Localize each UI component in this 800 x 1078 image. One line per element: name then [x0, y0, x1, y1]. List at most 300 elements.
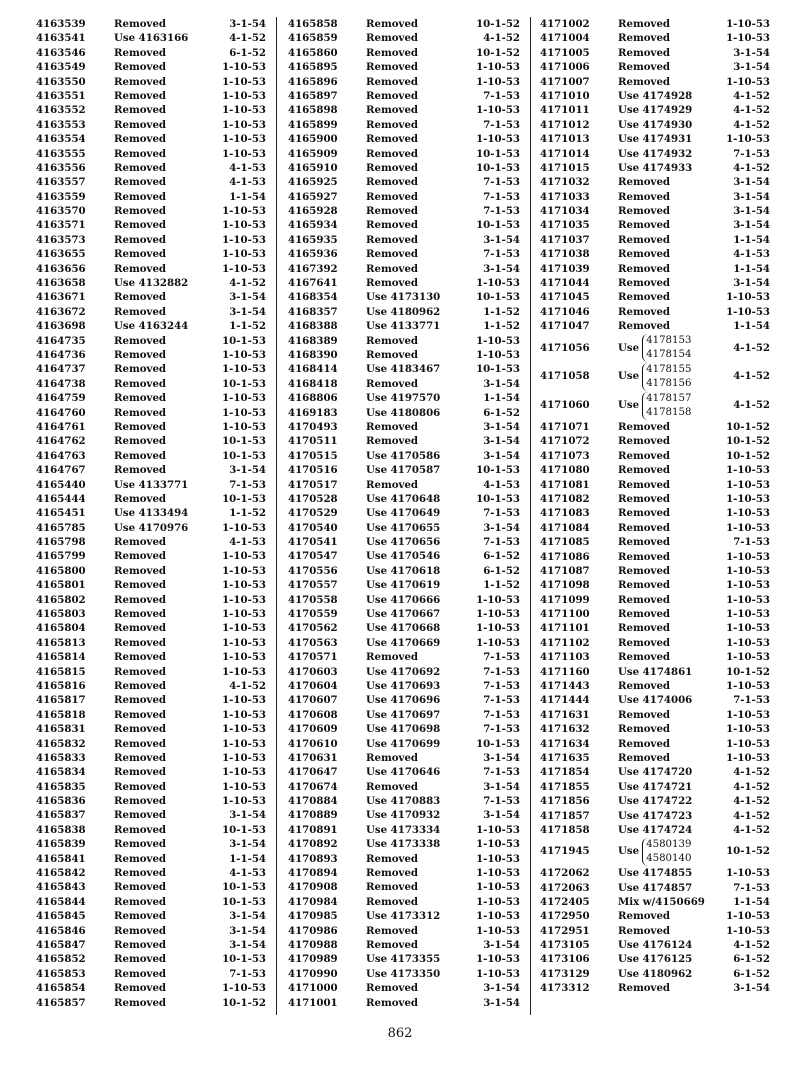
part-action: Removed [618, 579, 671, 592]
part-number: 4171033 [540, 190, 590, 203]
part-number: 4165910 [288, 161, 338, 174]
part-number: 4171015 [540, 161, 590, 174]
part-row [36, 535, 266, 549]
part-row [540, 751, 770, 765]
part-row [36, 737, 266, 751]
part-number: 4165839 [36, 838, 86, 851]
part-row [36, 175, 266, 189]
part-action: Use 4170618 [366, 564, 441, 577]
part-number: 4170547 [288, 550, 338, 563]
part-number: 4163571 [36, 219, 86, 232]
part-row [36, 924, 266, 938]
part-row [36, 794, 266, 808]
page-number: 862 [387, 1026, 413, 1041]
part-action: Removed [114, 852, 167, 865]
part-number: 4165801 [36, 579, 86, 592]
part-row [36, 218, 266, 232]
part-action: Use 4170883 [366, 795, 441, 808]
part-row [540, 147, 770, 161]
part-action: Use 4170655 [366, 521, 441, 534]
part-row [288, 132, 520, 146]
part-row [36, 478, 266, 492]
part-number: 4165898 [288, 104, 338, 117]
part-action: Removed [114, 536, 167, 549]
part-row [540, 305, 770, 319]
part-action: Removed [618, 46, 671, 59]
part-number: 4170529 [288, 507, 338, 520]
part-action: Removed [114, 363, 167, 376]
part-number: 4170607 [288, 694, 338, 707]
part-row [540, 118, 770, 132]
part-number: 4170562 [288, 622, 338, 635]
effective-date: 10-1-52 [476, 18, 520, 30]
part-row [36, 46, 266, 60]
effective-date: 1-10-53 [476, 953, 520, 966]
part-action: Removed [114, 665, 167, 678]
effective-date: 1-10-53 [476, 133, 520, 146]
part-number: 4171004 [540, 32, 590, 45]
part-row [36, 233, 266, 247]
effective-date: 1-10-53 [222, 233, 266, 246]
part-number: 4171084 [540, 521, 590, 534]
part-action: Removed [366, 46, 419, 59]
part-action: Use 4170693 [366, 679, 441, 692]
part-row [540, 794, 770, 808]
part-action: Removed [114, 449, 167, 462]
effective-date: 1-10-53 [222, 521, 266, 534]
part-row [540, 809, 770, 823]
part-number: 4163656 [36, 262, 86, 275]
part-number: 4165927 [288, 190, 338, 203]
part-number: 4164759 [36, 392, 86, 405]
part-number: 4163655 [36, 248, 86, 261]
part-number: 4165798 [36, 536, 86, 549]
effective-date: 10-1-52 [726, 435, 770, 448]
effective-date: 1-10-53 [726, 651, 770, 664]
effective-date: 4-1-52 [733, 89, 770, 102]
part-row [36, 996, 266, 1010]
part-action: Removed [114, 823, 167, 836]
part-number: 4172951 [540, 924, 590, 937]
use-label: Use [618, 399, 640, 412]
effective-date: 3-1-54 [229, 464, 266, 477]
part-action: Use 4174723 [618, 809, 693, 822]
part-action: Removed [618, 420, 671, 433]
part-row [288, 334, 520, 348]
part-action: Removed [618, 219, 671, 232]
effective-date: 1-10-53 [726, 723, 770, 736]
effective-date: 1-10-53 [726, 550, 770, 563]
part-row [36, 909, 266, 923]
part-number: 4165936 [288, 248, 338, 261]
part-action: Use 4133494 [114, 507, 189, 520]
part-row [36, 492, 266, 506]
effective-date: 1-10-53 [476, 636, 520, 649]
part-number: 4165843 [36, 881, 86, 894]
effective-date: 7-1-53 [733, 881, 770, 894]
part-number: 4170563 [288, 636, 338, 649]
part-action: Removed [618, 248, 671, 261]
effective-date: 4-1-52 [733, 118, 770, 131]
part-row [288, 103, 520, 117]
part-action: Use 4180962 [366, 305, 441, 318]
effective-date: 4-1-52 [733, 161, 770, 174]
part-action: Removed [618, 262, 671, 275]
part-action: Removed [114, 622, 167, 635]
part-action: Removed [366, 852, 419, 865]
part-row [36, 521, 266, 535]
part-number: 4171103 [540, 651, 590, 664]
part-action: Removed [618, 982, 671, 995]
part-row [540, 636, 770, 650]
effective-date: 3-1-54 [733, 205, 770, 218]
part-row [540, 290, 770, 304]
part-row [540, 578, 770, 592]
part-action: Removed [114, 910, 167, 923]
effective-date: 4-1-52 [733, 809, 770, 822]
part-number: 4165813 [36, 636, 86, 649]
part-number: 4170986 [288, 924, 338, 937]
part-action: Use 4133771 [366, 320, 441, 333]
effective-date: 1-10-53 [222, 420, 266, 433]
effective-date: 3-1-54 [229, 924, 266, 937]
part-number: 4171047 [540, 320, 590, 333]
part-number: 4165816 [36, 679, 86, 692]
part-row [36, 780, 266, 794]
part-row [36, 377, 266, 391]
part-number: 4171014 [540, 147, 590, 160]
effective-date: 1-10-53 [726, 492, 770, 505]
part-action: Removed [366, 924, 419, 937]
part-row [288, 607, 520, 621]
part-action: Removed [366, 377, 419, 390]
part-row [36, 823, 266, 837]
part-row [288, 31, 520, 45]
part-number: 4165860 [288, 46, 338, 59]
part-action: Removed [366, 939, 419, 951]
part-action: Use 4173130 [366, 291, 441, 304]
part-row [288, 262, 520, 276]
part-action: Removed [114, 564, 167, 577]
effective-date: 10-1-53 [476, 363, 520, 376]
part-action: Removed [366, 133, 419, 146]
part-action: Removed [618, 449, 671, 462]
replacement-part-number: 4178156 [646, 377, 692, 389]
effective-date: 1-10-53 [476, 967, 520, 980]
part-number: 4171058 [540, 370, 590, 383]
effective-date: 1-10-53 [726, 579, 770, 592]
effective-date: 3-1-54 [483, 449, 520, 462]
part-action: Removed [618, 32, 671, 45]
part-row [36, 895, 266, 909]
part-row [540, 607, 770, 621]
part-row [36, 406, 266, 420]
part-row [540, 837, 770, 866]
part-row [288, 693, 520, 707]
part-row [288, 924, 520, 938]
part-number: 4167641 [288, 277, 338, 290]
effective-date: 4-1-52 [733, 795, 770, 808]
effective-date: 7-1-53 [483, 89, 520, 102]
part-number: 4165934 [288, 219, 338, 232]
part-number: 4171857 [540, 809, 590, 822]
part-action: Removed [618, 277, 671, 290]
part-action: Use 4180962 [618, 967, 693, 980]
effective-date: 1-10-53 [726, 32, 770, 45]
part-number: 4165899 [288, 118, 338, 131]
part-row [36, 866, 266, 880]
part-row [288, 880, 520, 894]
part-row [36, 938, 266, 952]
part-number: 4163556 [36, 161, 86, 174]
effective-date: 1-10-53 [726, 291, 770, 304]
part-number: 4168418 [288, 377, 338, 390]
part-number: 4163698 [36, 320, 86, 333]
part-action: Removed [114, 406, 167, 419]
part-number: 4164761 [36, 420, 86, 433]
brace-list [642, 363, 691, 391]
part-action: Use 4174721 [618, 780, 693, 793]
effective-date: 1-10-53 [476, 608, 520, 621]
part-row [540, 708, 770, 722]
part-number: 4170540 [288, 521, 338, 534]
part-number: 4163573 [36, 233, 86, 246]
part-action: Removed [618, 18, 671, 30]
part-row [36, 60, 266, 74]
part-row [36, 204, 266, 218]
effective-date: 10-1-53 [476, 464, 520, 477]
effective-date: 1-10-53 [726, 507, 770, 520]
effective-date: 1-10-53 [222, 118, 266, 131]
effective-date: 10-1-53 [476, 291, 520, 304]
part-number: 4172062 [540, 867, 590, 880]
part-row [540, 780, 770, 794]
part-number: 4164763 [36, 449, 86, 462]
effective-date: 1-10-53 [222, 104, 266, 117]
part-row [288, 938, 520, 952]
part-number: 4173105 [540, 939, 590, 952]
part-action: Removed [114, 953, 167, 966]
part-number: 4164738 [36, 377, 86, 390]
part-action [618, 391, 691, 420]
part-number: 4165895 [288, 61, 338, 74]
part-action: Use 4174933 [618, 161, 693, 174]
part-action: Removed [366, 89, 419, 102]
part-row [288, 75, 520, 89]
part-number: 4165846 [36, 924, 86, 937]
part-number: 4171006 [540, 61, 590, 74]
part-number: 4170892 [288, 838, 338, 851]
part-number: 4164760 [36, 406, 86, 419]
part-action: Removed [114, 392, 167, 405]
part-row [36, 751, 266, 765]
part-number: 4170674 [288, 780, 338, 793]
effective-date: 3-1-54 [483, 996, 520, 1009]
part-row [36, 362, 266, 376]
part-action: Use 4174929 [618, 104, 693, 117]
part-action: Use 4163166 [114, 32, 189, 45]
replacement-part-number: 4178153 [646, 334, 692, 346]
part-action: Removed [618, 651, 671, 664]
part-number: 4170610 [288, 737, 338, 750]
part-row [540, 593, 770, 607]
part-row [36, 434, 266, 448]
part-action: Removed [114, 967, 167, 980]
effective-date: 1-10-53 [726, 305, 770, 318]
part-action: Use 4174857 [618, 881, 693, 894]
effective-date: 1-10-53 [726, 464, 770, 477]
part-action: Removed [114, 205, 167, 218]
part-action: Removed [366, 895, 419, 908]
part-number: 4164737 [36, 363, 86, 376]
effective-date: 3-1-54 [229, 838, 266, 851]
part-action: Removed [618, 190, 671, 203]
part-action: Removed [114, 435, 167, 448]
part-number: 4172405 [540, 895, 590, 908]
part-action: Removed [366, 18, 419, 30]
effective-date: 1-1-52 [229, 320, 266, 333]
part-action: Removed [114, 420, 167, 433]
effective-date: 1-10-53 [726, 593, 770, 606]
part-row [288, 794, 520, 808]
part-action: Removed [618, 305, 671, 318]
effective-date: 1-10-53 [222, 75, 266, 88]
part-row [288, 276, 520, 290]
part-row [540, 506, 770, 520]
effective-date: 6-1-52 [483, 406, 520, 419]
part-action: Removed [114, 766, 167, 779]
effective-date: 3-1-54 [733, 46, 770, 59]
part-number: 4171039 [540, 262, 590, 275]
part-action: Use 4174932 [618, 147, 693, 160]
effective-date: 1-10-53 [222, 147, 266, 160]
effective-date: 7-1-53 [483, 665, 520, 678]
part-action: Removed [114, 46, 167, 59]
part-action: Removed [114, 348, 167, 361]
replacement-part-number: 4178157 [646, 392, 692, 404]
part-number: 4171081 [540, 478, 590, 491]
part-number: 4163570 [36, 205, 86, 218]
part-number: 4171032 [540, 176, 590, 189]
part-number: 4171099 [540, 593, 590, 606]
effective-date: 1-10-53 [726, 924, 770, 937]
effective-date: 10-1-52 [726, 420, 770, 433]
part-action: Removed [366, 104, 419, 117]
part-action: Removed [114, 233, 167, 246]
effective-date: 1-10-53 [476, 910, 520, 923]
part-row [540, 434, 770, 448]
part-action: Removed [114, 104, 167, 117]
effective-date: 3-1-54 [483, 521, 520, 534]
part-action: Use 4176124 [618, 939, 693, 952]
effective-date: 6-1-52 [733, 953, 770, 966]
part-number: 4170517 [288, 478, 338, 491]
part-number: 4165444 [36, 492, 86, 505]
part-number: 4171045 [540, 291, 590, 304]
part-row [36, 31, 266, 45]
part-row [288, 204, 520, 218]
part-row [36, 665, 266, 679]
part-row [288, 147, 520, 161]
part-number: 4171855 [540, 780, 590, 793]
part-number: 4170515 [288, 449, 338, 462]
part-number: 4165802 [36, 593, 86, 606]
part-number: 4170608 [288, 708, 338, 721]
part-action: Removed [114, 809, 167, 822]
part-row [36, 679, 266, 693]
effective-date: 3-1-54 [483, 233, 520, 246]
part-number: 4165818 [36, 708, 86, 721]
part-action: Removed [618, 205, 671, 218]
part-action: Removed [366, 147, 419, 160]
effective-date: 4-1-53 [229, 536, 266, 549]
effective-date: 1-10-53 [726, 910, 770, 923]
part-action: Removed [618, 737, 671, 750]
part-number: 4165837 [36, 809, 86, 822]
effective-date: 1-10-53 [222, 550, 266, 563]
part-number: 4171945 [540, 845, 590, 858]
part-row [288, 996, 520, 1010]
part-number: 4171012 [540, 118, 590, 131]
part-action: Removed [366, 780, 419, 793]
part-number: 4164736 [36, 348, 86, 361]
part-action: Removed [366, 867, 419, 880]
effective-date: 6-1-52 [733, 967, 770, 980]
part-row [288, 679, 520, 693]
part-number: 4171631 [540, 708, 590, 721]
part-number: 4171073 [540, 449, 590, 462]
part-action: Removed [366, 248, 419, 261]
part-number: 4165909 [288, 147, 338, 160]
part-action: Use 4170619 [366, 579, 441, 592]
effective-date: 1-10-53 [222, 636, 266, 649]
effective-date: 1-10-53 [476, 924, 520, 937]
part-row [540, 823, 770, 837]
part-number: 4172950 [540, 910, 590, 923]
part-number: 4171635 [540, 751, 590, 764]
effective-date: 7-1-53 [483, 651, 520, 664]
part-number: 4168806 [288, 392, 338, 405]
effective-date: 1-10-53 [726, 737, 770, 750]
effective-date: 1-10-53 [222, 248, 266, 261]
part-action: Removed [366, 233, 419, 246]
part-row [288, 549, 520, 563]
part-row [540, 981, 770, 995]
part-row [288, 348, 520, 362]
part-number: 4171087 [540, 564, 590, 577]
part-action: Removed [366, 61, 419, 74]
part-number: 4171856 [540, 795, 590, 808]
effective-date: 1-10-53 [222, 665, 266, 678]
part-row [36, 506, 266, 520]
part-action: Removed [366, 420, 419, 433]
part-row [540, 952, 770, 966]
effective-date: 3-1-54 [733, 982, 770, 995]
part-number: 4170557 [288, 579, 338, 592]
effective-date: 7-1-53 [229, 967, 266, 980]
effective-date: 7-1-53 [483, 536, 520, 549]
effective-date: 4-1-52 [733, 939, 770, 952]
part-action: Use 4174930 [618, 118, 693, 131]
effective-date: 3-1-54 [483, 377, 520, 390]
part-number: 4163658 [36, 277, 86, 290]
part-row [288, 434, 520, 448]
effective-date: 3-1-54 [229, 291, 266, 304]
part-action: Removed [366, 334, 419, 347]
part-row [288, 952, 520, 966]
part-number: 4170984 [288, 895, 338, 908]
part-action: Use 4170646 [366, 766, 441, 779]
